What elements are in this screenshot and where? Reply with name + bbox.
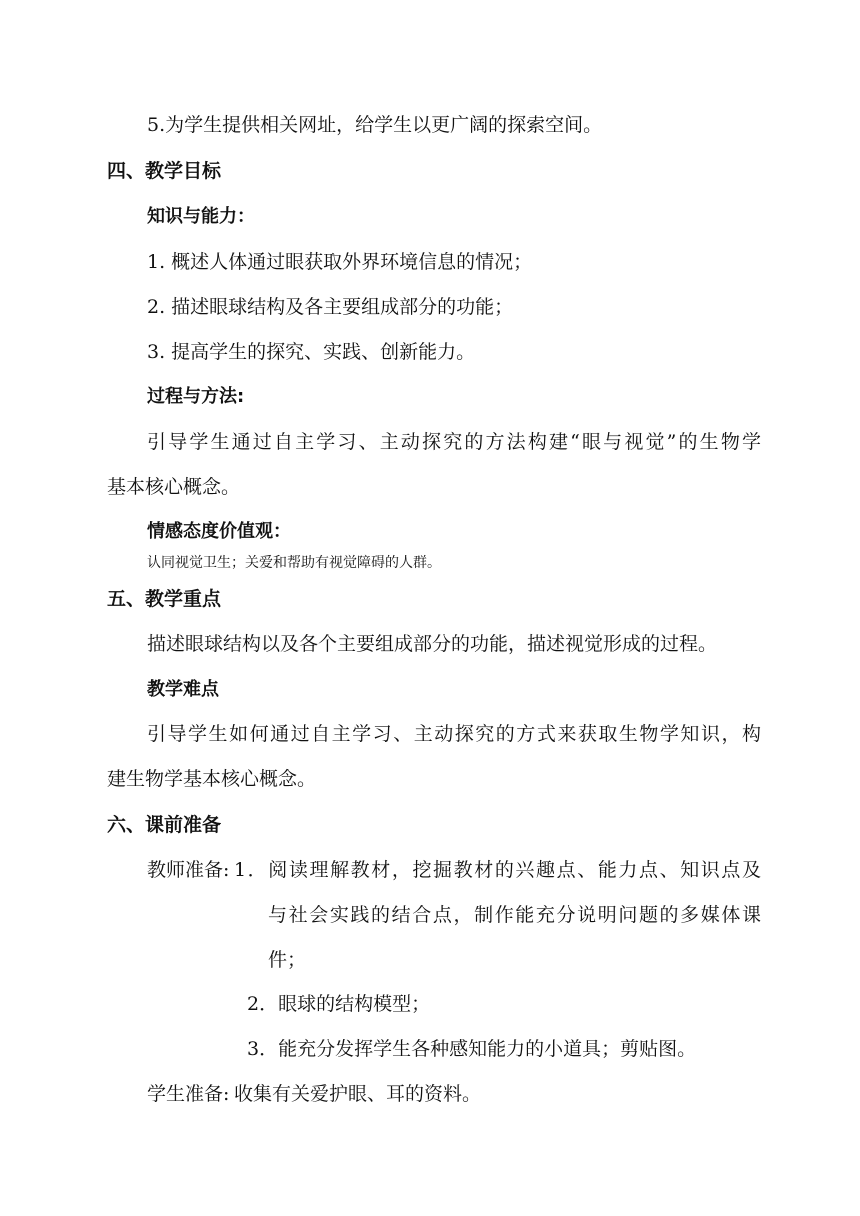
intro-item-5: 5.为学生提供相关网址，给学生以更广阔的探索空间。 <box>147 114 603 136</box>
teaching-difficulty-text-line-1: 引导学生如何通过自主学习、主动探究的方式来获取生物学知识，构 <box>147 723 761 745</box>
knowledge-item-1: 1. 概述人体通过眼获取外界环境信息的情况； <box>147 251 533 273</box>
emotion-values-text: 认同视觉卫生；关爱和帮助有视觉障碍的人群。 <box>147 555 441 571</box>
teaching-difficulty-text-line-2: 建生物学基本核心概念。 <box>107 768 317 790</box>
teacher-prep-item-3: 3．能充分发挥学生各种感知能力的小道具；剪贴图。 <box>247 1038 697 1060</box>
knowledge-item-2: 2. 描述眼球结构及各主要组成部分的功能； <box>147 296 514 318</box>
section-4-heading: 四、教学目标 <box>107 160 222 182</box>
knowledge-ability-title: 知识与能力： <box>147 206 255 227</box>
teacher-prep-item-1-line-2: 与社会实践的结合点，制作能充分说明问题的多媒体课 <box>268 904 761 926</box>
student-prep-text: 收集有关爱护眼、耳的资料。 <box>234 1083 482 1105</box>
emotion-values-title: 情感态度价值观： <box>147 521 291 542</box>
teaching-difficulty-title: 教学难点 <box>147 679 219 700</box>
section-6-heading: 六、课前准备 <box>107 814 222 836</box>
teaching-focus-text: 描述眼球结构以及各个主要组成部分的功能，描述视觉形成的过程。 <box>147 633 718 655</box>
section-5-heading: 五、教学重点 <box>107 588 222 610</box>
teacher-prep-item-2: 2．眼球的结构模型； <box>247 993 431 1015</box>
process-method-text-line-2: 基本核心概念。 <box>107 476 241 498</box>
knowledge-item-3: 3. 提高学生的探究、实践、创新能力。 <box>147 341 476 363</box>
process-method-text-line-1: 引导学生通过自主学习、主动探究的方法构建“眼与视觉”的生物学 <box>147 431 761 453</box>
student-prep-label: 学生准备: <box>147 1083 230 1105</box>
teacher-prep-label: 教师准备: <box>147 859 230 881</box>
process-method-title: 过程与方法: <box>147 386 245 407</box>
teacher-prep-item-1-line-3: 件； <box>268 949 307 971</box>
teacher-prep-item-1-line-1: 1．阅读理解教材，挖掘教材的兴趣点、能力点、知识点及 <box>234 859 761 881</box>
